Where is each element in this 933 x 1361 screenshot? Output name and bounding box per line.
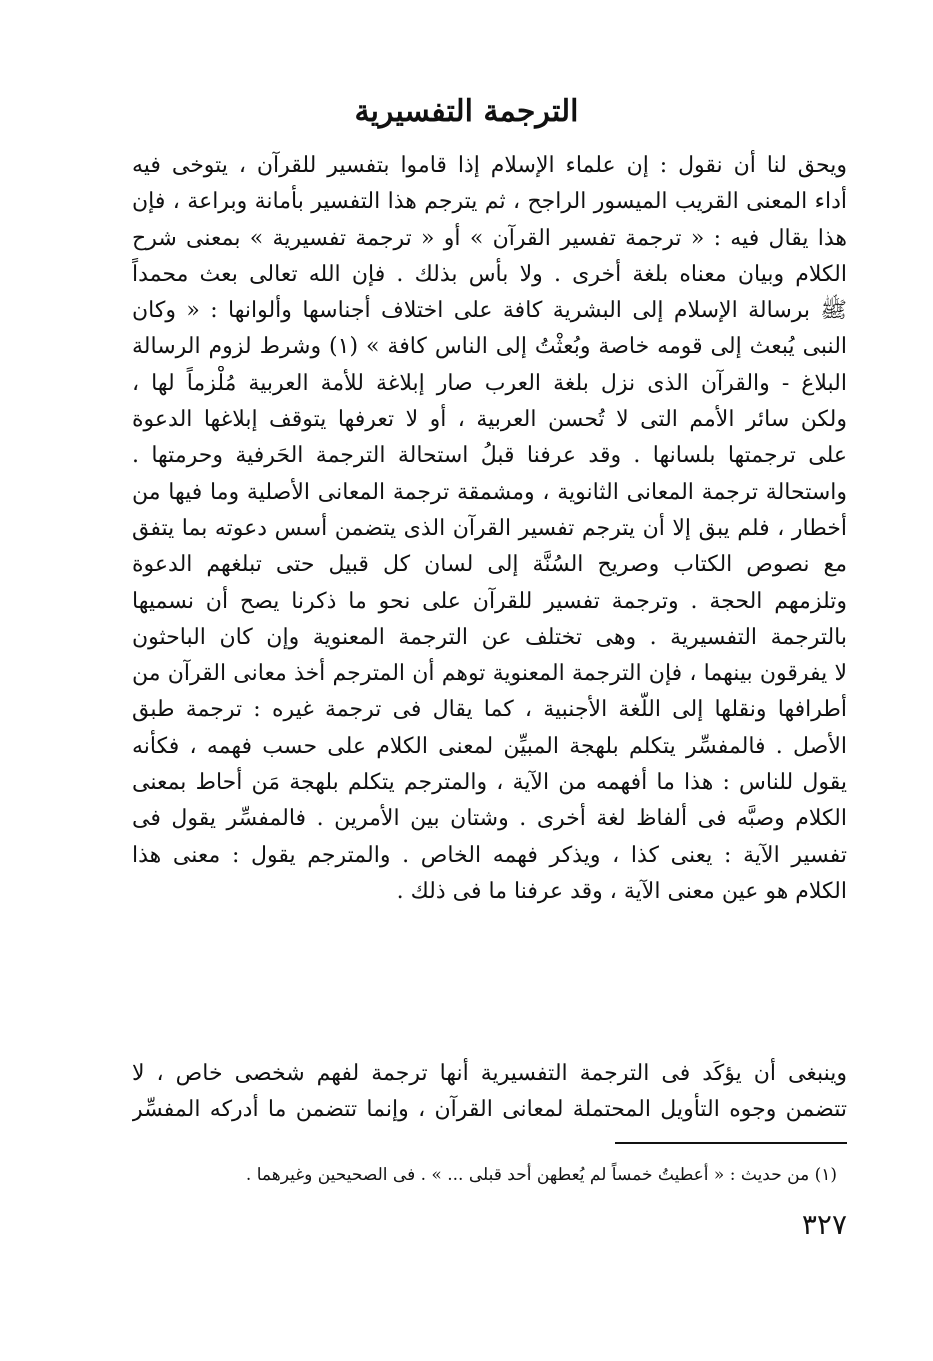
text-line: بالترجمة التفسيرية . وهى تختلف عن الترجمة المعنوية وإن كان الباحثون bbox=[132, 624, 847, 650]
page-number: ٣٢٧ bbox=[801, 1208, 847, 1241]
page-title: الترجمة التفسيرية bbox=[354, 94, 579, 129]
text-line: أخطار ، فلم يبق إلا أن يترجم تفسير القرآن الذى يتضمن أسس دعوته بما يتفق bbox=[132, 515, 847, 541]
text-line: ﷺ برسالة الإسلام إلى البشرية كافة على اختلاف أجناسها وألوانها : « وكان bbox=[132, 298, 847, 324]
text-line: ولكن سائر الأمم التى لا تُحسن العربية ، أو لا تعرفها يتوقف إبلاغها الدعوة bbox=[132, 407, 847, 433]
text-line: وتلزمهم الحجة . وترجمة تفسير للقرآن على نحو ما ذكرنا يصح أن نسميها bbox=[132, 588, 847, 614]
text-line: الأصل . فالمفسِّر يتكلم بلهجة المبيِّن لمعنى الكلام على حسب فهمه ، فكأنه bbox=[132, 733, 847, 759]
text-line: الكلام وبيان معناه بلغة أخرى . ولا بأس بذلك . فإن الله تعالى بعث محمداً bbox=[132, 261, 847, 287]
text-line: البلاغ - والقرآن الذى نزل بلغة العرب صار إبلاغة للأمة العربية مُلْزماً لها ، bbox=[132, 370, 847, 396]
text-line: أداء المعنى القريب الميسور الراجح ، ثم يترجم هذا التفسير بأمانة وبراعة ، فإن bbox=[132, 189, 847, 215]
text-line: هذا يقال فيه : « ترجمة تفسير القرآن » أو « ترجمة تفسيرية » بمعنى شرح bbox=[132, 225, 847, 251]
footnote: (١) من حديث : « أعطيتُ خمساً لم يُعطهن أحد قبلى ... » . فى الصحيحين وغيرهما . bbox=[245, 1165, 837, 1185]
text-line: واستحالة ترجمة المعانى الثانوية ، ومشمقة ترجمة المعانى الأصلية وما فيها من bbox=[132, 479, 847, 505]
text-line: وينبغى أن يؤكَد فى الترجمة التفسيرية أنها ترجمة لفهم شخصى خاص ، لا bbox=[132, 1061, 847, 1086]
text-line: تتضمن وجوه التأويل المحتملة لمعانى القرآن ، وإنما تتضمن ما أدركه المفسِّر bbox=[132, 1097, 847, 1123]
paragraph-1 bbox=[132, 148, 847, 910]
footnote-divider bbox=[615, 1142, 847, 1144]
text-line: الكلام وصبَّه فى ألفاظ لغة أخرى . وشتان بين الأمرين . فالمفسِّر يقول فى bbox=[132, 806, 847, 832]
paragraph-2 bbox=[132, 1056, 847, 1129]
text-line: ويحق لنا أن نقول : إن علماء الإسلام إذا قاموا بتفسير للقرآن ، يتوخى فيه bbox=[132, 153, 847, 178]
text-line: على ترجمتها بلسانها . وقد عرفنا قبلُ استحالة الترجمة الحَرفية وحرمتها . bbox=[132, 443, 847, 469]
text-line: لا يفرقون بينهما ، فإن الترجمة المعنوية توهم أن المترجم أخذ معانى القرآن من bbox=[132, 661, 847, 687]
text-line: الكلام هو عين معنى الآية ، وقد عرفنا ما فى ذلك . bbox=[396, 878, 847, 904]
text-line: أطرافها ونقلها إلى اللُّغة الأجنبية ، كما يقال فى ترجمة غيره : ترجمة طبق bbox=[132, 697, 847, 723]
text-line: تفسير الآية : يعنى كذا ، ويذكر فهمه الخاص . والمترجم يقول : معنى هذا bbox=[132, 842, 847, 868]
text-line: يقول للناس : هذا ما أفهمه من الآية ، والمترجم يتكلم بلهجة مَن أحاط بمعنى bbox=[132, 770, 847, 796]
text-line: النبى يُبعث إلى قومه خاصة وبُعثْتُ إلى الناس كافة » (١) وشرط لزوم الرسالة bbox=[132, 334, 847, 360]
text-line: مع نصوص الكتاب وصريح السُنَّة إلى لسان كل قبيل حتى تبلغهم الدعوة bbox=[132, 552, 847, 578]
